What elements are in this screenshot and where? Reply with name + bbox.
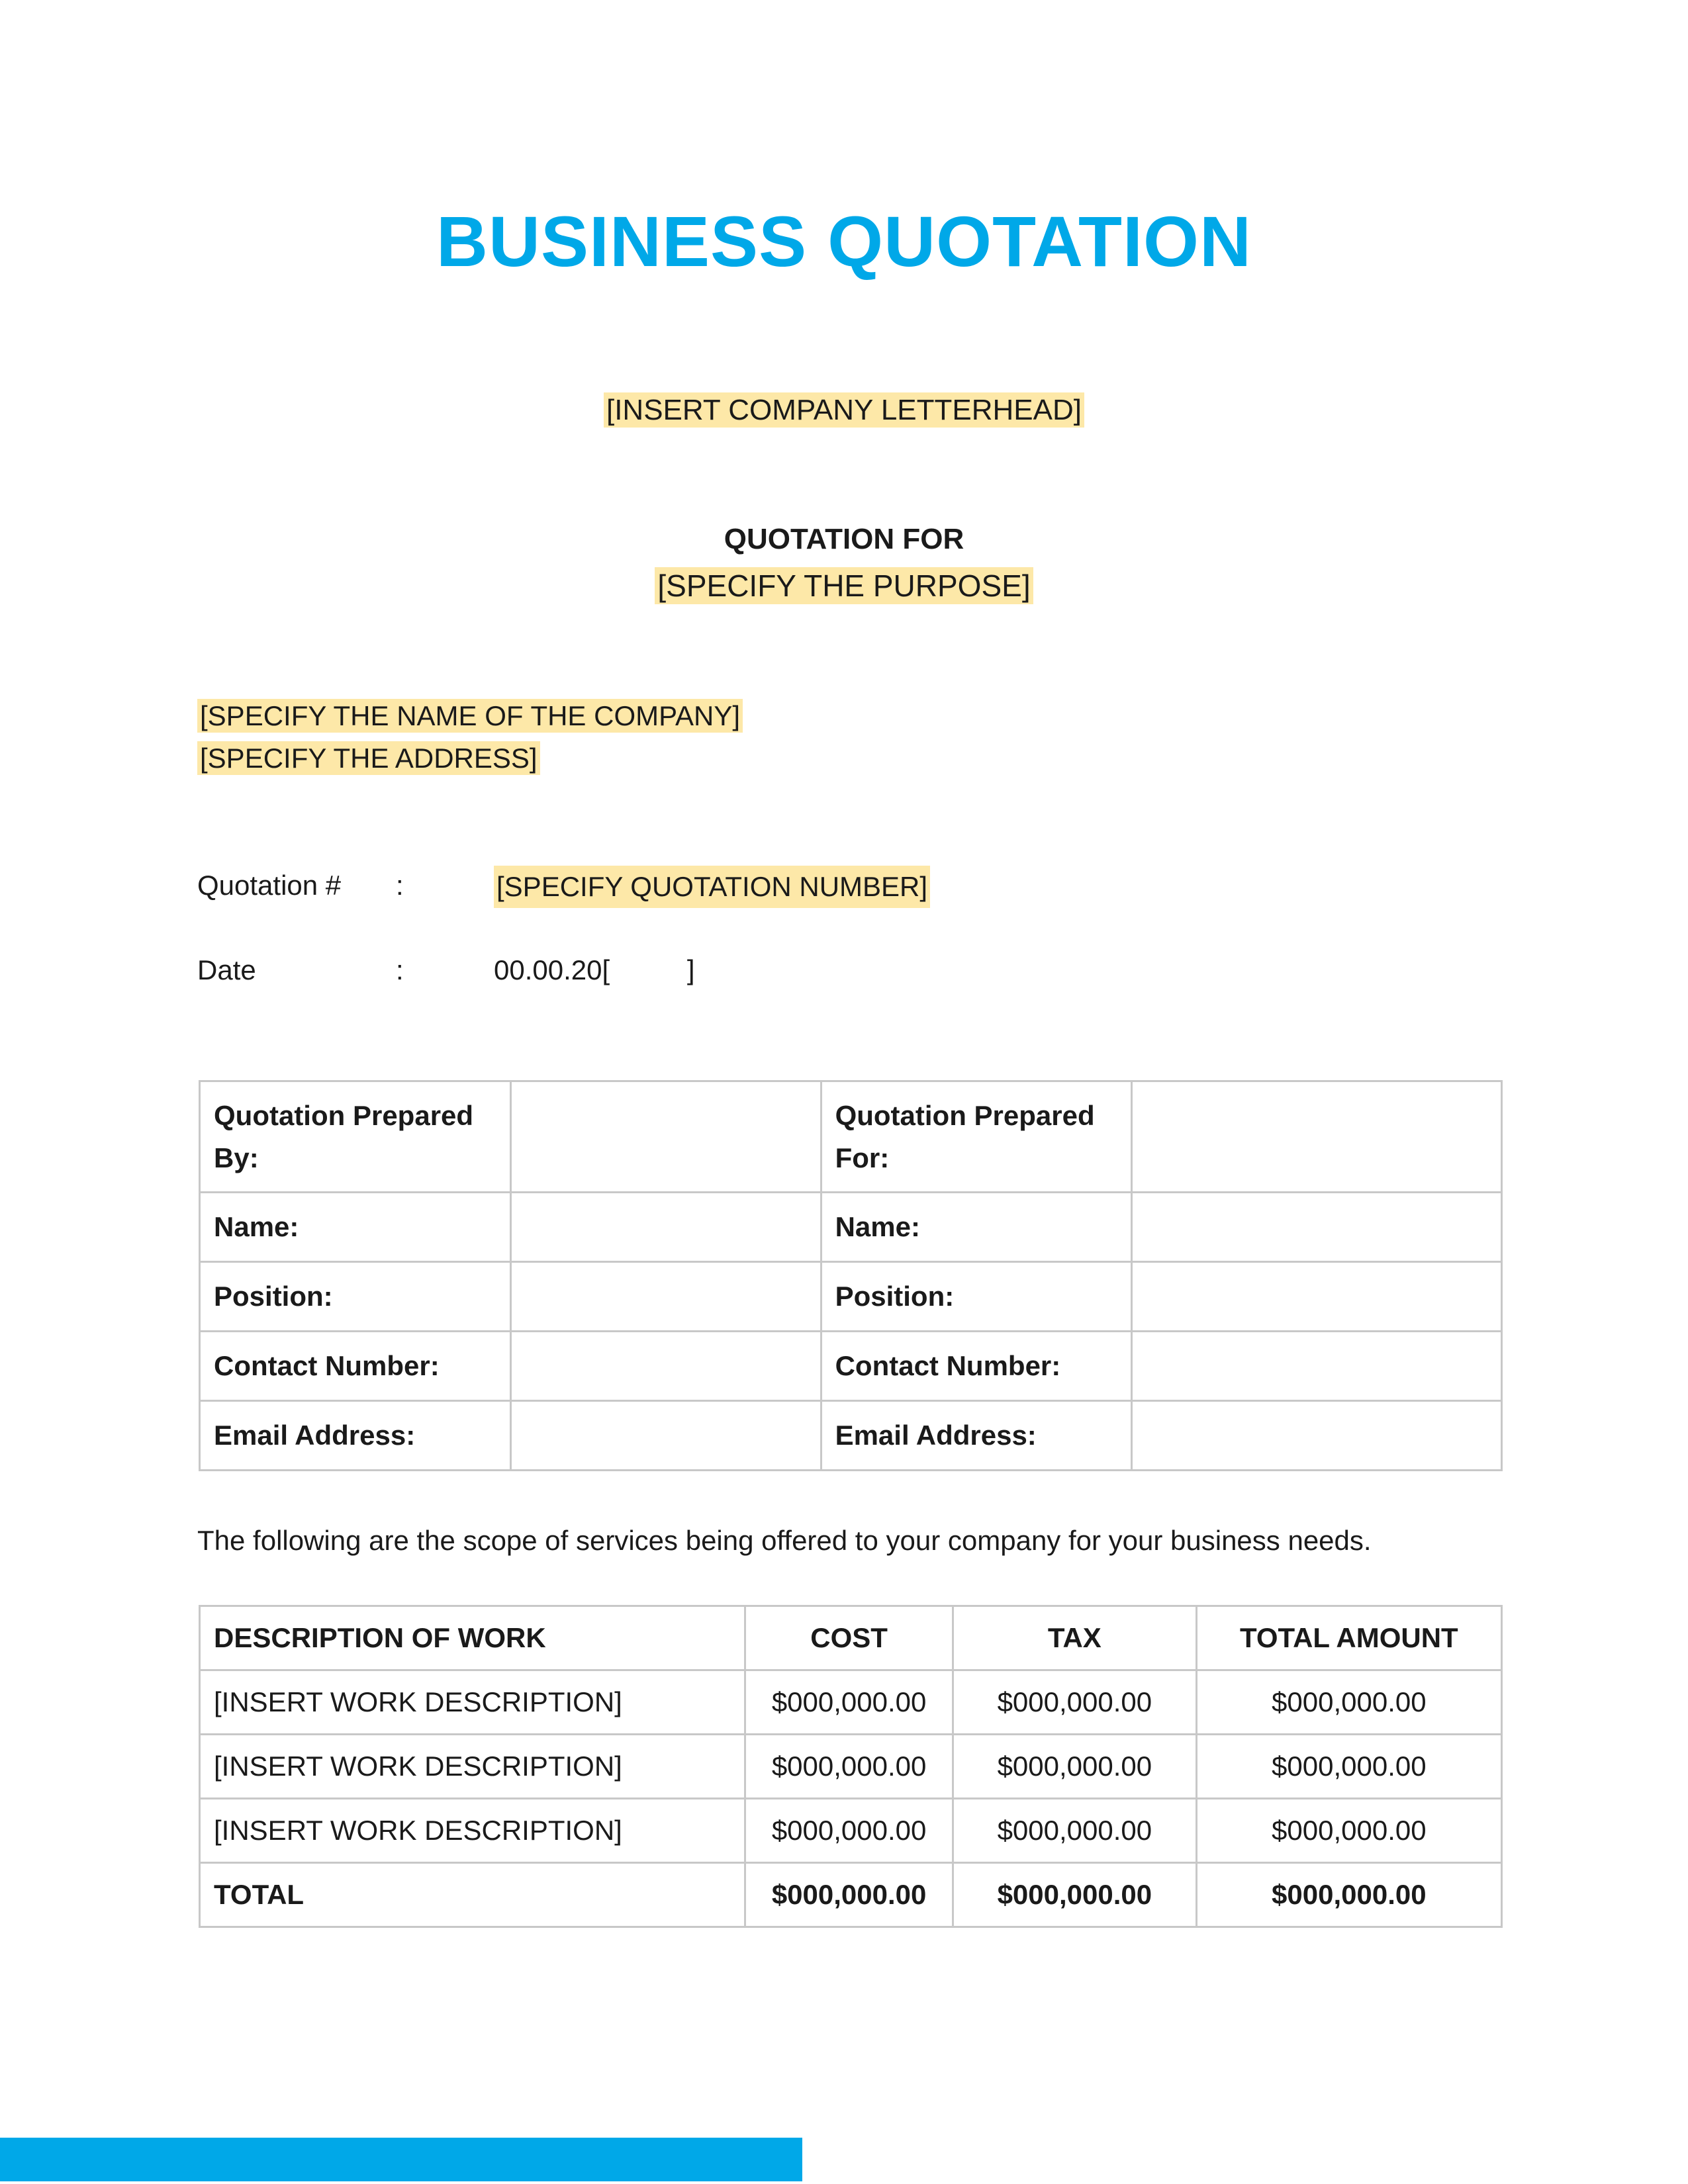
email-label-right: Email Address: <box>821 1401 1132 1471</box>
email-value-right <box>1132 1401 1502 1471</box>
contact-label-right: Contact Number: <box>821 1332 1132 1401</box>
date-label: Date <box>197 954 256 985</box>
header-description: DESCRIPTION OF WORK <box>200 1606 745 1670</box>
header-tax: TAX <box>953 1606 1197 1670</box>
recipient-address <box>197 739 540 778</box>
total-tax: $000,000.00 <box>953 1863 1197 1927</box>
prepared-by-label: Quotation Prepared By: <box>200 1081 511 1193</box>
work-tax: $000,000.00 <box>953 1735 1197 1799</box>
table-row <box>200 1735 1502 1799</box>
quotation-for-label: QUOTATION FOR <box>724 523 964 555</box>
work-cost: $000,000.00 <box>745 1735 953 1799</box>
table-row <box>200 1081 1502 1193</box>
letterhead-placeholder <box>0 390 1688 430</box>
table-row <box>200 1332 1502 1401</box>
table-row <box>200 1670 1502 1735</box>
table-header-row <box>200 1606 1502 1670</box>
position-value-right <box>1132 1262 1502 1332</box>
work-cost: $000,000.00 <box>745 1799 953 1863</box>
prepared-for-value <box>1132 1081 1502 1193</box>
company-name-placeholder: [SPECIFY THE NAME OF THE COMPANY] <box>197 699 743 733</box>
name-value-right <box>1132 1193 1502 1262</box>
work-total: $000,000.00 <box>1196 1670 1501 1735</box>
total-label: TOTAL <box>200 1863 745 1927</box>
contact-value-right <box>1132 1332 1502 1401</box>
document-title: BUSINESS QUOTATION <box>436 201 1252 281</box>
prepared-for-label: Quotation Prepared For: <box>821 1081 1132 1193</box>
position-label-right: Position: <box>821 1262 1132 1332</box>
total-amount: $000,000.00 <box>1196 1863 1501 1927</box>
position-label-left: Position: <box>200 1262 511 1332</box>
quotation-number-colon: : <box>396 870 404 901</box>
work-description: [INSERT WORK DESCRIPTION] <box>200 1799 745 1863</box>
intro-paragraph: The following are the scope of services being offered to your company for your business needs. <box>197 1525 1372 1556</box>
total-cost: $000,000.00 <box>745 1863 953 1927</box>
table-total-row <box>200 1863 1502 1927</box>
work-tax: $000,000.00 <box>953 1799 1197 1863</box>
purpose-placeholder: [SPECIFY THE PURPOSE] <box>655 567 1033 604</box>
header-cost: COST <box>745 1606 953 1670</box>
header-total-amount: TOTAL AMOUNT <box>1196 1606 1501 1670</box>
work-description: [INSERT WORK DESCRIPTION] <box>200 1670 745 1735</box>
date-colon: : <box>396 954 404 985</box>
work-total: $000,000.00 <box>1196 1735 1501 1799</box>
work-cost: $000,000.00 <box>745 1670 953 1735</box>
table-row <box>200 1401 1502 1471</box>
table-row <box>200 1262 1502 1332</box>
address-placeholder: [SPECIFY THE ADDRESS] <box>197 741 540 775</box>
recipient-company <box>197 696 743 736</box>
work-tax: $000,000.00 <box>953 1670 1197 1735</box>
date-value: 00.00.20[ ] <box>494 954 695 985</box>
email-label-left: Email Address: <box>200 1401 511 1471</box>
name-value-left <box>510 1193 821 1262</box>
name-label-left: Name: <box>200 1193 511 1262</box>
prepared-by-value <box>510 1081 821 1193</box>
table-row <box>200 1193 1502 1262</box>
quotation-number-label: Quotation # <box>197 870 342 901</box>
position-value-left <box>510 1262 821 1332</box>
prepared-info-table <box>199 1080 1503 1471</box>
work-description: [INSERT WORK DESCRIPTION] <box>200 1735 745 1799</box>
footer-accent-bar <box>0 2138 802 2181</box>
contact-value-left <box>510 1332 821 1401</box>
email-value-left <box>510 1401 821 1471</box>
work-total: $000,000.00 <box>1196 1799 1501 1863</box>
work-scope-table <box>199 1605 1503 1928</box>
name-label-right: Name: <box>821 1193 1132 1262</box>
quotation-number-value: [SPECIFY QUOTATION NUMBER] <box>494 866 930 908</box>
quotation-for-value <box>0 566 1688 606</box>
contact-label-left: Contact Number: <box>200 1332 511 1401</box>
letterhead-text: [INSERT COMPANY LETTERHEAD] <box>604 392 1084 428</box>
table-row <box>200 1799 1502 1863</box>
